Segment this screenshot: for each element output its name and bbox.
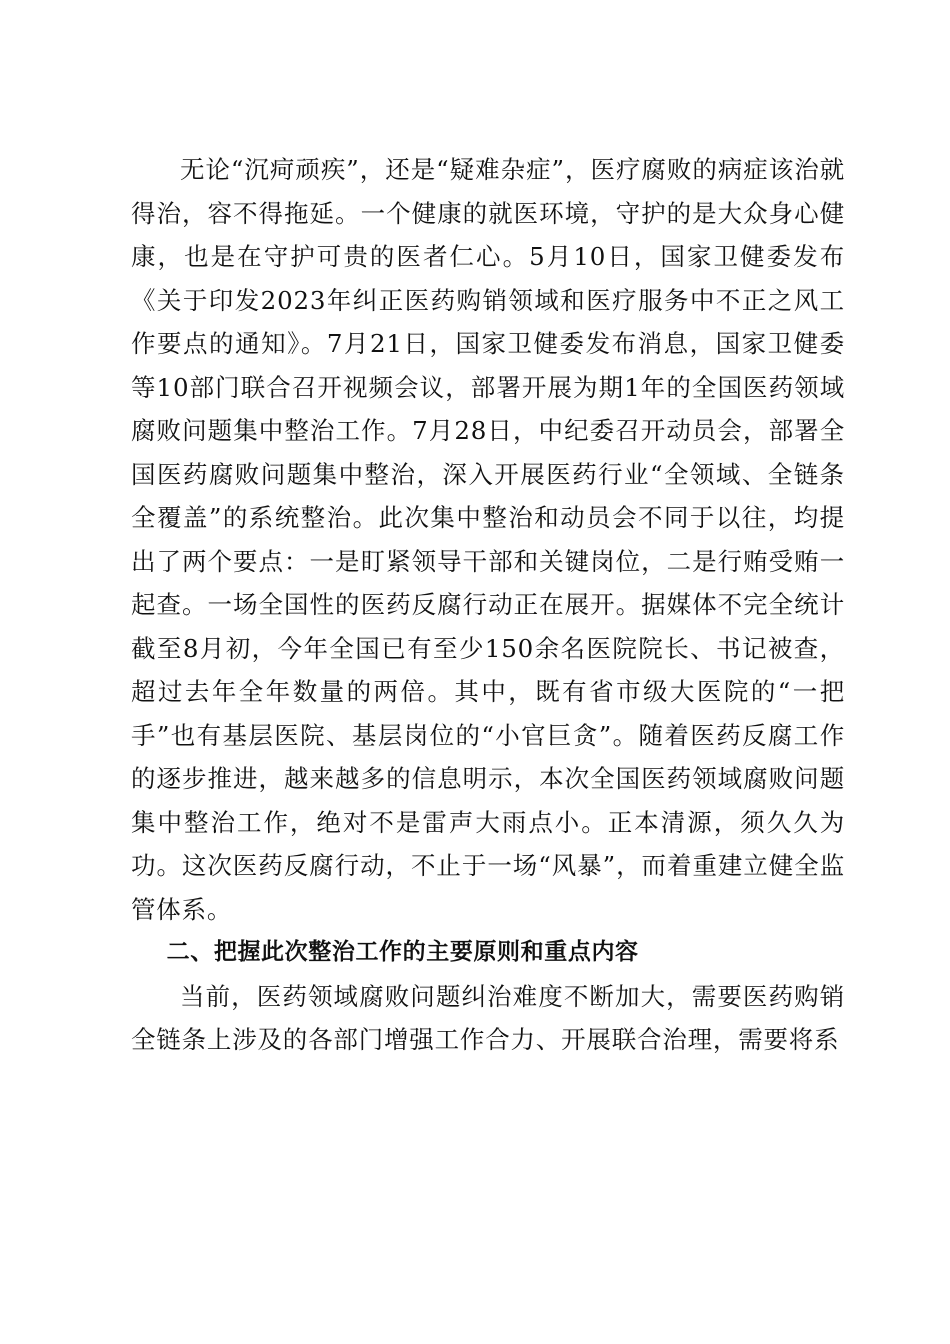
body-paragraph: 无论“沉疴顽疾”，还是“疑难杂症”，医疗腐败的病症该治就得治，容不得拖延。一个健康的就医环境，守护的是大众身心健康，也是在守护可贵的医者仁心。5月10日，国家卫健委发布《关于印发2023年纠正医药购销领域和医疗服务中不正之风工作要点的通知》。7月21日，国家卫健委发布消息，国家卫健委等10部门联合召开视频会议，部署开展为期1年的全国医药领域腐败问题集中整治工作。7月28日，中纪委召开动员会，部署全国医药腐败问题集中整治，深入开展医药行业“全领域、全链条全覆盖”的系统整治。此次集中整治和动员会不同于以往，均提出了两个要点：一是盯紧领导干部和关键岗位，二是行贿受贿一起查。一场全国性的医药反腐行动正在展开。据媒体不完全统计截至8月初，今年全国已有至少150余名医院院长、书记被查，超过去年全年数量的两倍。其中，既有省市级大医院的“一把手”也有基层医院、基层岗位的“小官巨贪”。随着医药反腐工作的逐步推进，越来越多的信息明示，本次全国医药领域腐败问题集中整治工作，绝对不是雷声大雨点小。正本清源，须久久为功。这次医药反腐行动，不止于一场“风暴”，而着重建立健全监管体系。 <box>131 155 845 924</box>
body-paragraph: 当前，医药领域腐败问题纠治难度不断加大，需要医药购销全链条上涉及的各部门增强工作合力、开展联合治理，需要将系 <box>131 981 845 1054</box>
document-body <box>131 148 845 1062</box>
section-heading: 二、把握此次整治工作的主要原则和重点内容 <box>166 939 639 965</box>
